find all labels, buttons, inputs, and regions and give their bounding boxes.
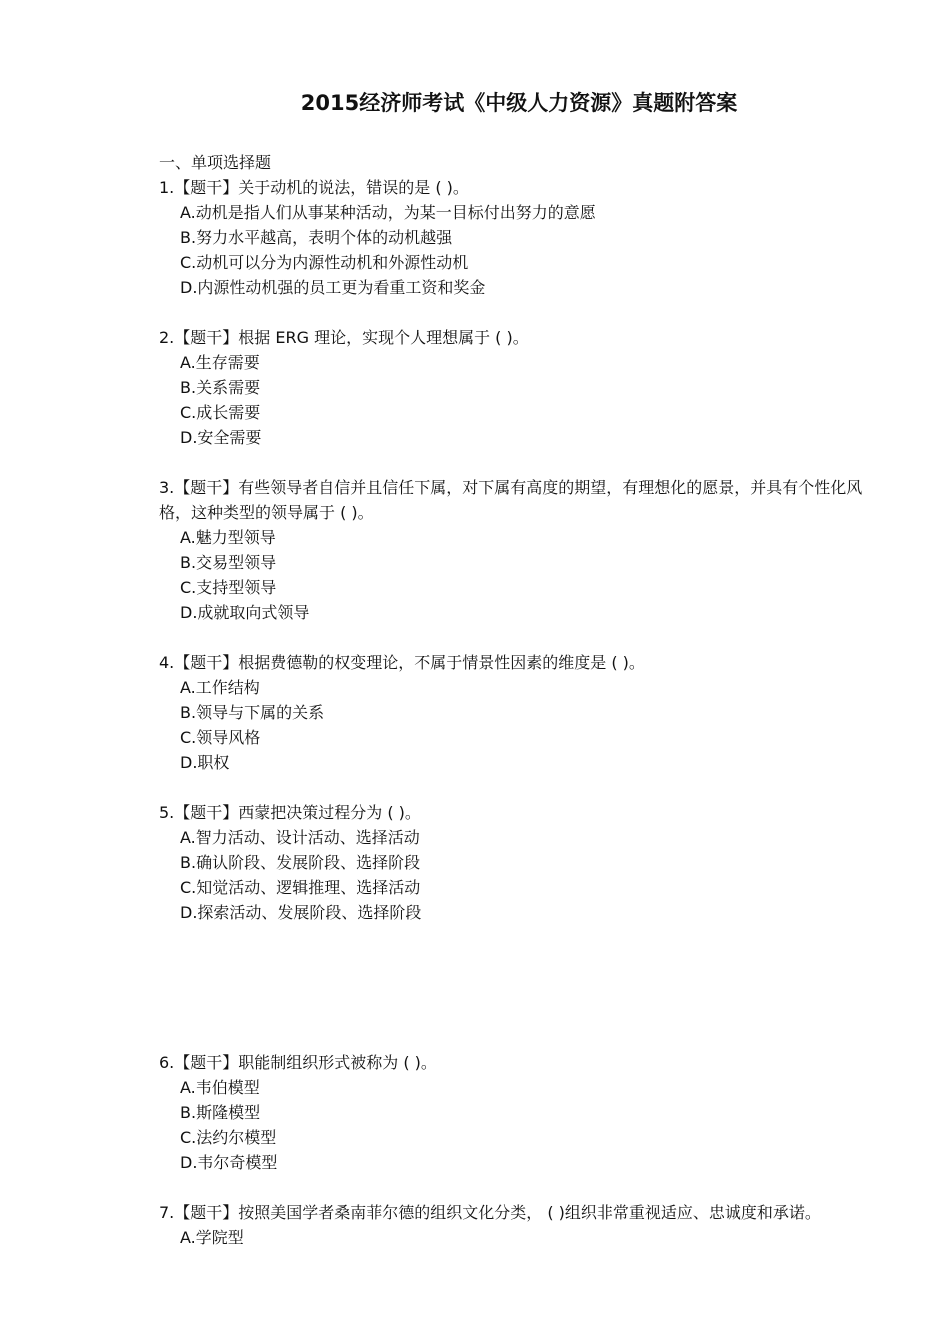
question-stem: 4.【题干】根据费德勒的权变理论，不属于情景性因素的维度是 ( )。 [159, 653, 645, 672]
option-c: C.领导风格 [180, 728, 261, 747]
question-stem: 5.【题干】西蒙把决策过程分为 ( )。 [159, 803, 421, 822]
question-5 [159, 800, 889, 925]
option-d: D.内源性动机强的员工更为看重工资和奖金 [180, 278, 486, 297]
section-heading: 一、单项选择题 [159, 153, 272, 172]
question-stem: 7.【题干】按照美国学者桑南菲尔德的组织文化分类， ( )组织非常重视适应、忠诚度和承诺。 [159, 1203, 821, 1222]
option-d: D.职权 [180, 753, 230, 772]
option-d: D.安全需要 [180, 428, 262, 447]
option-a: A.魅力型领导 [180, 528, 276, 547]
option-d: D.探索活动、发展阶段、选择阶段 [180, 903, 422, 922]
option-c: C.动机可以分为内源性动机和外源性动机 [180, 253, 469, 272]
option-b: B.交易型领导 [180, 553, 277, 572]
question-4 [159, 650, 889, 775]
option-a: A.智力活动、设计活动、选择活动 [180, 828, 420, 847]
option-b: B.关系需要 [180, 378, 261, 397]
option-a: A.工作结构 [180, 678, 260, 697]
option-b: B.确认阶段、发展阶段、选择阶段 [180, 853, 421, 872]
question-6 [159, 1050, 889, 1175]
option-c: C.支持型领导 [180, 578, 277, 597]
page-title: 2015经济师考试《中级人力资源》真题附答案 [300, 91, 738, 115]
question-stem: 6.【题干】职能制组织形式被称为 ( )。 [159, 1053, 437, 1072]
question-1 [159, 175, 889, 300]
question-7 [159, 1200, 889, 1250]
option-b: B.斯隆模型 [180, 1103, 261, 1122]
blank-spacer [159, 950, 889, 1050]
question-list [159, 150, 889, 1275]
option-c: C.法约尔模型 [180, 1128, 277, 1147]
option-b: B.努力水平越高，表明个体的动机越强 [180, 228, 453, 247]
question-2 [159, 325, 889, 450]
option-a: A.动机是指人们从事某种活动，为某一目标付出努力的意愿 [180, 203, 596, 222]
option-a: A.生存需要 [180, 353, 260, 372]
option-a: A.韦伯模型 [180, 1078, 260, 1097]
question-stem: 2.【题干】根据 ERG 理论，实现个人理想属于 ( )。 [159, 328, 529, 347]
option-c: C.知觉活动、逻辑推理、选择活动 [180, 878, 421, 897]
option-a: A.学院型 [180, 1228, 244, 1247]
option-c: C.成长需要 [180, 403, 261, 422]
question-stem: 1.【题干】关于动机的说法，错误的是 ( )。 [159, 178, 469, 197]
option-b: B.领导与下属的关系 [180, 703, 325, 722]
question-stem: 3.【题干】有些领导者自信并且信任下属，对下属有高度的期望，有理想化的愿景，并具有个性化风格，这种类型的领导属于 ( )。 [159, 478, 863, 522]
option-d: D.成就取向式领导 [180, 603, 310, 622]
question-3 [159, 475, 889, 625]
option-d: D.韦尔奇模型 [180, 1153, 278, 1172]
